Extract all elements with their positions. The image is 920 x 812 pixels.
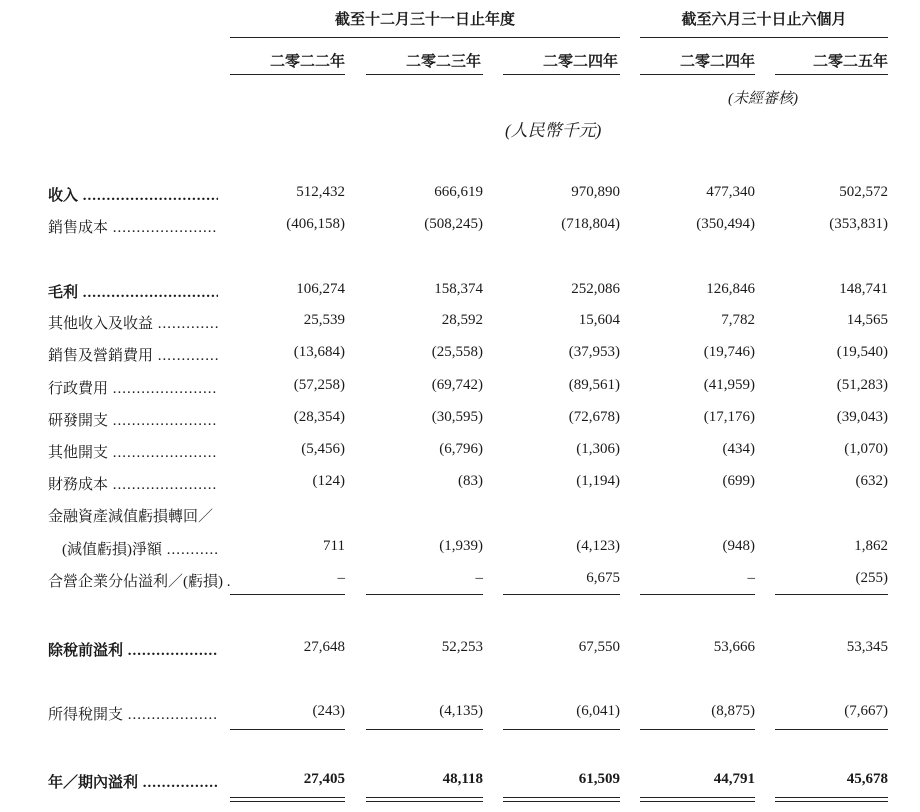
unaudited-note: (未經審核) — [728, 91, 798, 107]
divider — [503, 594, 620, 595]
cell-value: 252,086 — [571, 281, 620, 297]
divider — [640, 74, 755, 75]
row-label — [48, 281, 218, 302]
cell-value: (243) — [312, 703, 345, 719]
divider — [230, 729, 345, 730]
row-label-text: 研發開支 — [48, 413, 109, 429]
row-label-text: 財務成本 — [48, 477, 109, 493]
double-underline — [503, 801, 620, 802]
row-label — [48, 216, 218, 237]
cell-value: (4,135) — [439, 703, 483, 719]
cell-value: (1,306) — [576, 441, 620, 457]
divider — [503, 74, 620, 75]
cell-value: 14,565 — [846, 312, 888, 328]
double-underline — [775, 797, 888, 798]
cell-value: 126,846 — [706, 281, 755, 297]
cell-value: 502,572 — [839, 184, 888, 200]
divider — [640, 729, 755, 730]
cell-value: (948) — [722, 538, 755, 554]
row-label-text: 銷售及營銷費用 — [48, 348, 154, 364]
cell-value: (1,939) — [439, 538, 483, 554]
cell-value: 15,604 — [578, 312, 620, 328]
cell-value: 61,509 — [578, 771, 620, 787]
row-label — [48, 703, 218, 724]
divider — [230, 37, 620, 38]
row-label-text: 其他開支 — [48, 445, 109, 461]
double-underline — [503, 797, 620, 798]
cell-value: (41,959) — [703, 377, 755, 393]
row-label-text: 除稅前溢利 — [48, 643, 124, 659]
cell-value: 666,619 — [434, 184, 483, 200]
row-label — [48, 184, 218, 205]
row-label-text: 其他收入及收益 — [48, 316, 154, 332]
cell-value: (1,070) — [844, 441, 888, 457]
double-underline — [775, 801, 888, 802]
double-underline — [366, 801, 483, 802]
cell-value: (57,258) — [293, 377, 345, 393]
divider — [775, 594, 888, 595]
cell-value: – — [747, 570, 755, 586]
row-label — [48, 570, 248, 591]
divider — [230, 74, 345, 75]
cell-value: (83) — [458, 473, 483, 489]
cell-value: 148,741 — [839, 281, 888, 297]
row-label — [48, 312, 218, 333]
row-label — [48, 441, 218, 462]
cell-value: 27,405 — [303, 771, 345, 787]
cell-value: (632) — [855, 473, 888, 489]
cell-value: 53,345 — [846, 639, 888, 655]
divider — [366, 74, 483, 75]
cell-value: (30,595) — [431, 409, 483, 425]
cell-value: 53,666 — [713, 639, 755, 655]
cell-value: 44,791 — [713, 771, 755, 787]
cell-value: 27,648 — [303, 639, 345, 655]
cell-value: (37,953) — [568, 344, 620, 360]
row-label-text: 毛利 — [48, 285, 79, 301]
cell-value: (19,540) — [836, 344, 888, 360]
cell-value: (699) — [722, 473, 755, 489]
cell-value: 970,890 — [571, 184, 620, 200]
divider — [640, 37, 888, 38]
row-label-text: 金融資產減值虧損轉回／ — [48, 509, 214, 525]
currency-note: (人民幣千元) — [505, 121, 602, 140]
row-label — [48, 409, 218, 430]
cell-value: – — [475, 570, 483, 586]
cell-value: 45,678 — [846, 771, 888, 787]
year-header: 二零二三年 — [405, 54, 481, 70]
row-label — [48, 344, 218, 365]
double-underline — [230, 797, 345, 798]
row-label — [48, 377, 218, 398]
cell-value: – — [337, 570, 345, 586]
cell-value: (6,041) — [576, 703, 620, 719]
cell-value: 48,118 — [442, 771, 483, 787]
cell-value: (5,456) — [301, 441, 345, 457]
row-label-text: 合營企業分佔溢利／(虧損) . — [48, 574, 231, 590]
cell-value: (89,561) — [568, 377, 620, 393]
cell-value: (69,742) — [431, 377, 483, 393]
double-underline — [640, 797, 755, 798]
row-label-text: 收入 — [48, 188, 79, 204]
divider — [366, 594, 483, 595]
double-underline — [640, 801, 755, 802]
divider — [640, 594, 755, 595]
row-label-text: 行政費用 — [48, 381, 109, 397]
cell-value: (8,875) — [711, 703, 755, 719]
cell-value: (406,158) — [286, 216, 345, 232]
cell-value: (19,746) — [703, 344, 755, 360]
cell-value: (353,831) — [829, 216, 888, 232]
double-underline — [366, 797, 483, 798]
cell-value: 512,432 — [296, 184, 345, 200]
cell-value: (7,667) — [844, 703, 888, 719]
cell-value: 711 — [323, 538, 345, 554]
divider — [775, 74, 888, 75]
cell-value: (124) — [312, 473, 345, 489]
double-underline — [230, 801, 345, 802]
year-header: 二零二二年 — [269, 54, 345, 70]
divider — [775, 729, 888, 730]
row-label — [48, 505, 248, 526]
cell-value: (13,684) — [293, 344, 345, 360]
row-label-text: 所得稅開支 — [48, 707, 124, 723]
cell-value: 6,675 — [586, 570, 620, 586]
cell-value: 477,340 — [706, 184, 755, 200]
interim-period-heading: 截至六月三十日止六個月 — [681, 12, 847, 28]
cell-value: (350,494) — [696, 216, 755, 232]
row-label — [48, 639, 218, 660]
cell-value: (72,678) — [568, 409, 620, 425]
year-header: 二零二五年 — [812, 54, 888, 70]
annual-period-heading: 截至十二月三十一日止年度 — [334, 12, 515, 28]
cell-value: (434) — [722, 441, 755, 457]
cell-value: 106,274 — [296, 281, 345, 297]
divider — [503, 729, 620, 730]
divider — [366, 729, 483, 730]
cell-value: (25,558) — [431, 344, 483, 360]
cell-value: 67,550 — [578, 639, 620, 655]
row-label-text: (減值虧損)淨額 — [62, 542, 162, 558]
row-label — [48, 473, 218, 494]
row-label-text: 銷售成本 — [48, 220, 109, 236]
year-header: 二零二四年 — [679, 54, 755, 70]
cell-value: (28,354) — [293, 409, 345, 425]
cell-value: 7,782 — [721, 312, 755, 328]
cell-value: (17,176) — [703, 409, 755, 425]
year-header: 二零二四年 — [542, 54, 618, 70]
cell-value: (39,043) — [836, 409, 888, 425]
cell-value: (51,283) — [836, 377, 888, 393]
cell-value: (4,123) — [576, 538, 620, 554]
cell-value: (255) — [855, 570, 888, 586]
cell-value: 158,374 — [434, 281, 483, 297]
cell-value: 28,592 — [441, 312, 483, 328]
cell-value: (718,804) — [561, 216, 620, 232]
cell-value: (1,194) — [576, 473, 620, 489]
cell-value: (508,245) — [424, 216, 483, 232]
row-label — [48, 771, 218, 792]
row-label — [62, 538, 218, 559]
divider — [230, 594, 345, 595]
cell-value: 25,539 — [303, 312, 345, 328]
cell-value: (6,796) — [439, 441, 483, 457]
row-label-text: 年／期內溢利 — [48, 775, 139, 791]
cell-value: 1,862 — [854, 538, 888, 554]
cell-value: 52,253 — [441, 639, 483, 655]
